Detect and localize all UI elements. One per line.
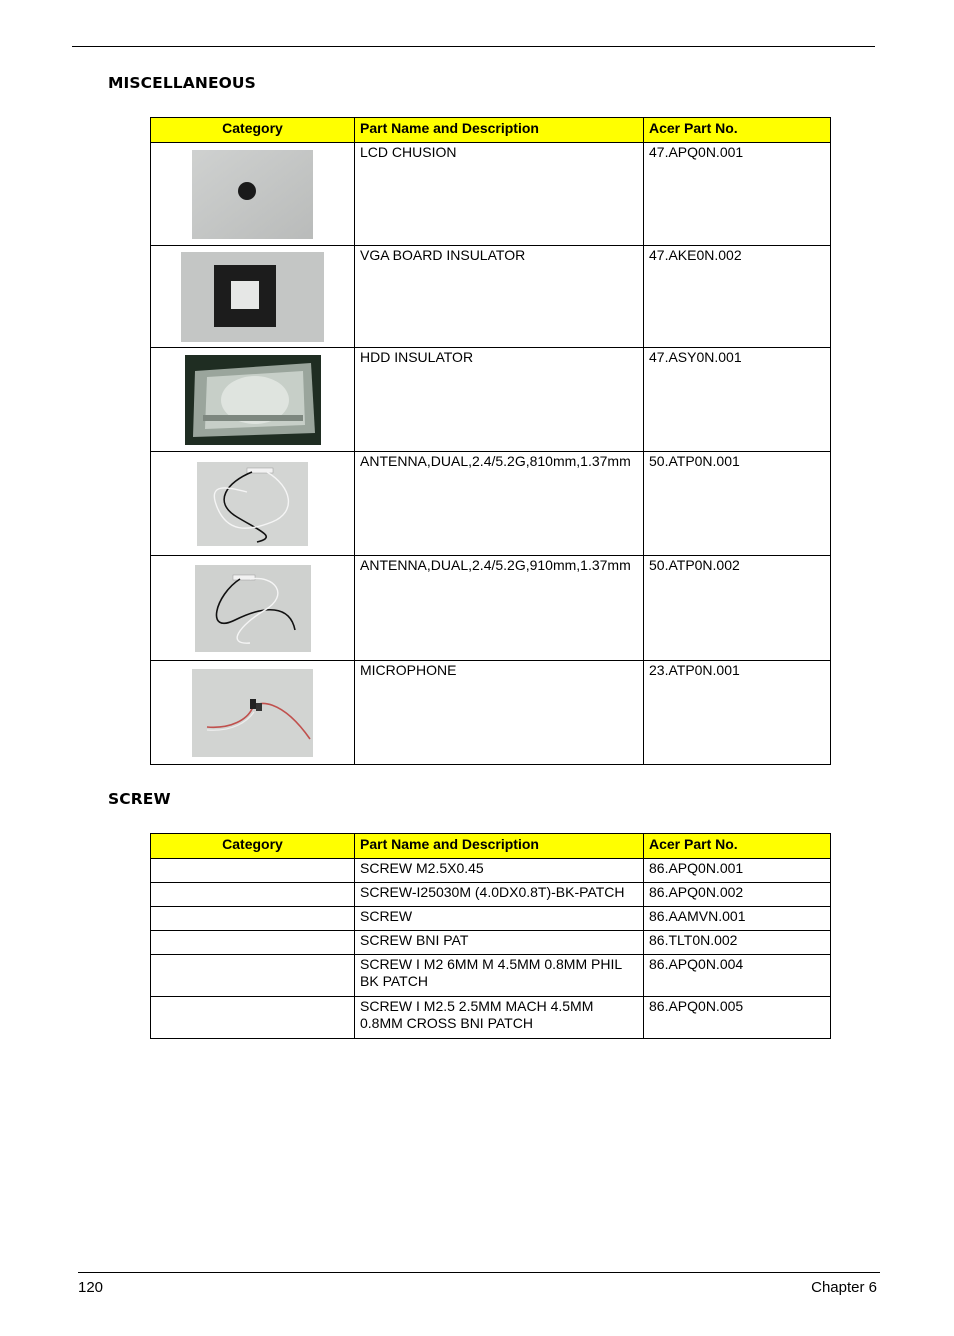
category-cell xyxy=(151,931,355,955)
part-number-cell: 86.TLT0N.002 xyxy=(644,931,831,955)
category-cell xyxy=(151,883,355,907)
column-header-category: Category xyxy=(151,118,355,143)
category-cell xyxy=(151,661,355,765)
part-name-cell: MICROPHONE xyxy=(355,661,644,765)
part-name-cell: ANTENNA,DUAL,2.4/5.2G,910mm,1.37mm xyxy=(355,556,644,661)
category-cell xyxy=(151,859,355,883)
category-cell xyxy=(151,556,355,661)
part-number-cell: 86.APQ0N.005 xyxy=(644,997,831,1039)
part-number-cell: 47.AKE0N.002 xyxy=(644,246,831,348)
column-header-part-number: Acer Part No. xyxy=(644,118,831,143)
category-cell xyxy=(151,452,355,556)
miscellaneous-table xyxy=(150,117,831,765)
table-row xyxy=(151,907,831,931)
column-header-part-name: Part Name and Description xyxy=(355,118,644,143)
table-row xyxy=(151,661,831,765)
section-title-screw: SCREW xyxy=(108,790,171,808)
antenna-photo xyxy=(197,462,308,546)
part-number-cell: 86.APQ0N.001 xyxy=(644,859,831,883)
category-cell xyxy=(151,955,355,997)
table-row xyxy=(151,143,831,246)
header-rule xyxy=(72,46,875,47)
cushion-photo xyxy=(192,150,313,239)
part-name-cell: SCREW M2.5X0.45 xyxy=(355,859,644,883)
page-number: 120 xyxy=(78,1279,104,1296)
column-header-category: Category xyxy=(151,834,355,859)
part-number-cell: 86.APQ0N.002 xyxy=(644,883,831,907)
category-cell xyxy=(151,348,355,452)
part-number-cell: 47.APQ0N.001 xyxy=(644,143,831,246)
part-number-cell: 86.APQ0N.004 xyxy=(644,955,831,997)
table-header-row xyxy=(151,834,831,859)
hdd-insulator-photo xyxy=(185,355,321,445)
category-cell xyxy=(151,907,355,931)
section-title-miscellaneous: MISCELLANEOUS xyxy=(108,74,256,92)
part-name-cell: SCREW xyxy=(355,907,644,931)
part-number-cell: 86.AAMVN.001 xyxy=(644,907,831,931)
column-header-part-name: Part Name and Description xyxy=(355,834,644,859)
part-name-cell: HDD INSULATOR xyxy=(355,348,644,452)
microphone-photo xyxy=(192,669,313,757)
table-row xyxy=(151,348,831,452)
table-header-row xyxy=(151,118,831,143)
table-row xyxy=(151,931,831,955)
antenna-photo xyxy=(195,565,311,652)
part-name-cell: SCREW-I25030M (4.0DX0.8T)-BK-PATCH xyxy=(355,883,644,907)
table-row xyxy=(151,556,831,661)
part-name-cell: SCREW BNI PAT xyxy=(355,931,644,955)
category-cell xyxy=(151,143,355,246)
column-header-part-number: Acer Part No. xyxy=(644,834,831,859)
category-cell xyxy=(151,997,355,1039)
table-row xyxy=(151,955,831,997)
part-number-cell: 47.ASY0N.001 xyxy=(644,348,831,452)
table-row xyxy=(151,452,831,556)
part-name-cell: LCD CHUSION xyxy=(355,143,644,246)
table-row xyxy=(151,997,831,1039)
part-name-cell: SCREW I M2.5 2.5MM MACH 4.5MM 0.8MM CROSS BNI PATCH xyxy=(355,997,644,1039)
chapter-label: Chapter 6 xyxy=(811,1279,877,1296)
category-cell xyxy=(151,246,355,348)
part-number-cell: 50.ATP0N.002 xyxy=(644,556,831,661)
part-number-cell: 23.ATP0N.001 xyxy=(644,661,831,765)
part-name-cell: SCREW I M2 6MM M 4.5MM 0.8MM PHIL BK PATCH xyxy=(355,955,644,997)
footer-rule xyxy=(78,1272,880,1273)
part-name-cell: VGA BOARD INSULATOR xyxy=(355,246,644,348)
table-row xyxy=(151,859,831,883)
part-name-cell: ANTENNA,DUAL,2.4/5.2G,810mm,1.37mm xyxy=(355,452,644,556)
table-row xyxy=(151,246,831,348)
table-row xyxy=(151,883,831,907)
screw-table xyxy=(150,833,831,1039)
part-number-cell: 50.ATP0N.001 xyxy=(644,452,831,556)
insulator-photo xyxy=(181,252,324,342)
